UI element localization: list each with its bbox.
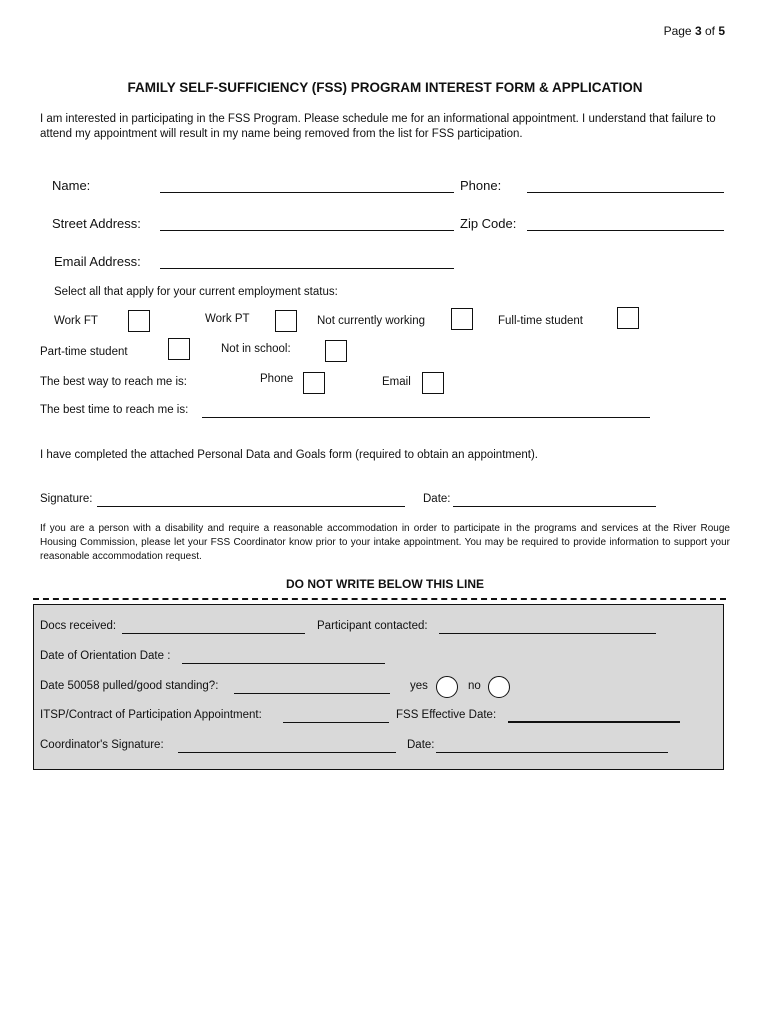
part-time-student-label: Part-time student	[40, 346, 128, 358]
accommodation-notice: If you are a person with a disability and require a reasonable accommodation in order to participate in the programs and services at the River Rouge Housing Commission, please let your FSS Coordinator know prior to your intake appointment. You may be required to provide information to support your reasonable accommodation request.	[40, 523, 730, 562]
yes-radio[interactable]	[436, 676, 458, 698]
reach-email-label: Email	[382, 376, 411, 388]
not-working-label: Not currently working	[317, 315, 426, 327]
not-working-checkbox[interactable]	[451, 308, 473, 330]
best-time-field[interactable]	[202, 417, 650, 418]
coord-signature-field[interactable]	[178, 752, 396, 753]
best-time-label: The best time to reach me is:	[40, 404, 189, 416]
itsp-label: ITSP/Contract of Participation Appointment:	[40, 709, 262, 721]
email-label: Email Address:	[54, 254, 141, 269]
phone-field[interactable]	[527, 192, 724, 193]
zip-label: Zip Code:	[460, 216, 517, 231]
form-title: FAMILY SELF-SUFFICIENCY (FSS) PROGRAM INTEREST FORM & APPLICATION	[127, 80, 643, 95]
best-way-label: The best way to reach me is:	[40, 376, 188, 388]
date-label: Date:	[423, 493, 451, 505]
reach-phone-label: Phone	[260, 373, 294, 385]
coord-signature-label: Coordinator's Signature:	[40, 739, 164, 751]
full-time-student-checkbox[interactable]	[617, 307, 639, 329]
fss-effective-label: FSS Effective Date:	[396, 709, 497, 721]
email-field[interactable]	[160, 268, 454, 269]
fss-effective-field[interactable]	[508, 721, 680, 723]
date-50058-label: Date 50058 pulled/good standing?:	[40, 680, 219, 692]
docs-received-field[interactable]	[122, 633, 305, 634]
work-ft-label: Work FT	[54, 315, 98, 327]
street-label: Street Address:	[52, 216, 141, 231]
date-50058-field[interactable]	[234, 693, 390, 694]
orientation-date-field[interactable]	[182, 663, 385, 664]
work-pt-checkbox[interactable]	[275, 310, 297, 332]
page-number: Page 3 of 5	[663, 24, 725, 38]
phone-label: Phone:	[460, 178, 502, 193]
signature-label: Signature:	[40, 493, 93, 505]
name-field[interactable]	[160, 192, 454, 193]
not-in-school-label: Not in school:	[221, 343, 291, 355]
reach-email-checkbox[interactable]	[422, 372, 444, 394]
reach-phone-checkbox[interactable]	[303, 372, 325, 394]
street-field[interactable]	[160, 230, 454, 231]
participant-contacted-label: Participant contacted:	[317, 620, 428, 632]
full-time-student-label: Full-time student	[498, 315, 584, 327]
no-label: no	[468, 680, 481, 692]
yes-label: yes	[410, 680, 428, 692]
itsp-field[interactable]	[283, 722, 389, 723]
intro-paragraph: I am interested in participating in the FSS Program. Please schedule me for an informational appointment. I understand that failure to attend my appointment will result in my name being removed from the list for FSS participation.	[40, 113, 716, 140]
employment-prompt: Select all that apply for your current employment status:	[54, 286, 338, 298]
completed-statement: I have completed the attached Personal Data and Goals form (required to obtain an appointment).	[40, 449, 538, 461]
part-time-student-checkbox[interactable]	[168, 338, 190, 360]
participant-contacted-field[interactable]	[439, 633, 656, 634]
work-pt-label: Work PT	[205, 313, 250, 325]
work-ft-checkbox[interactable]	[128, 310, 150, 332]
do-not-write-heading: DO NOT WRITE BELOW THIS LINE	[286, 577, 484, 591]
no-radio[interactable]	[488, 676, 510, 698]
not-in-school-checkbox[interactable]	[325, 340, 347, 362]
docs-received-label: Docs received:	[40, 620, 117, 632]
orientation-date-label: Date of Orientation Date :	[40, 650, 171, 662]
cut-line-divider	[33, 598, 726, 600]
date-field[interactable]	[453, 506, 656, 507]
zip-field[interactable]	[527, 230, 724, 231]
coord-date-field[interactable]	[436, 752, 668, 753]
name-label: Name:	[52, 178, 91, 193]
coord-date-label: Date:	[407, 739, 435, 751]
signature-field[interactable]	[97, 506, 405, 507]
